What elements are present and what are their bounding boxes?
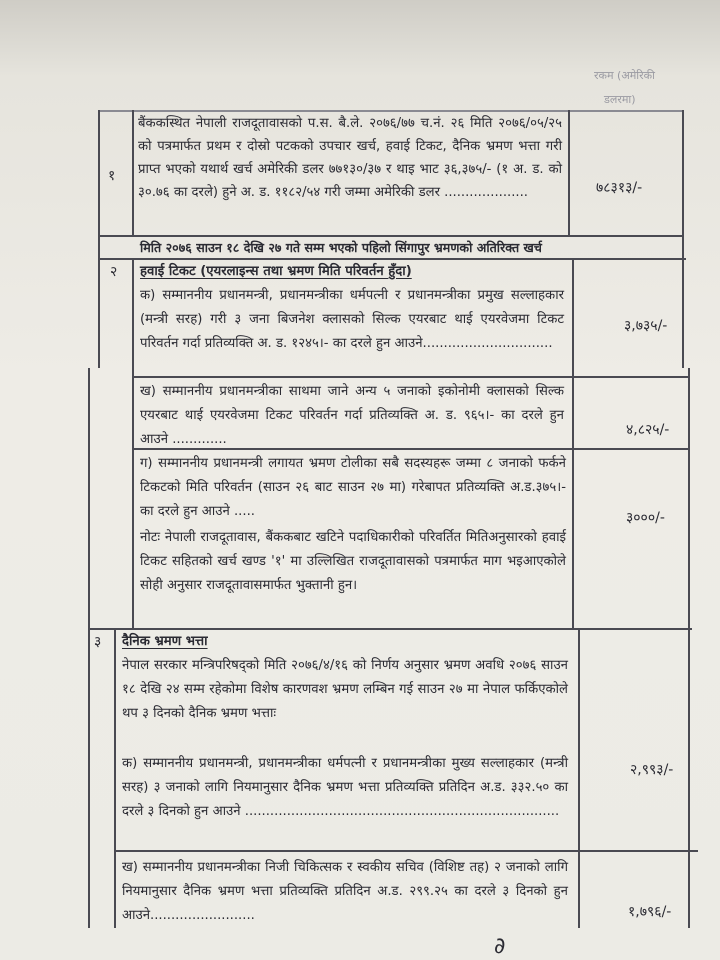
rule-amount-col-lower [578, 628, 580, 928]
rule-serial-col-lower [114, 628, 116, 928]
rule-after-2ka [132, 376, 688, 378]
row3-serial: ३ [94, 634, 102, 650]
row2-item-ga: ग) सम्माननीय प्रधानमन्त्री लगायत भ्रमण टोलीका सबै सदस्यहरू जम्मा ८ जनाको फर्कने टिकटको मिति परिवर्तन (साउन २६ बाट साउन २७ मा) गरेबापत प्रतिव्यक्ति अ.ड.३७५।- का दरले हुन आउने ..... [140, 456, 566, 519]
rule-left [98, 110, 100, 368]
row3-intro: नेपाल सरकार मन्त्रिपरिषद्को मिति २०७६/४/१६ को निर्णय अनुसार भ्रमण अवधि २०७६ साउन १८ देखि २४ सम्म रहेकोमा विशेष कारणवश भ्रमण लम्बिन गई साउन २७ मा नेपाल फर्किएकोले थप ३ दिनको दैनिक भ्रमण भत्ताः [122, 658, 568, 721]
row2-serial: २ [110, 264, 118, 280]
rule-left-lower [88, 368, 90, 928]
row2-item-ga-amount: ३०००/- [626, 510, 665, 526]
row3-item-kha: ख) सम्माननीय प्रधानमन्त्रीका निजी चिकित्सक र स्वकीय सचिव (विशिष्ट तह) २ जनाको लागि नियमानुसार दैनिक भ्रमण भत्ता प्रतिव्यक्ति प्रतिदिन अ.ड. २९९.२५ का दरले ३ दिनको हुन आउने......................... [122, 860, 568, 923]
rule-serial-col-upper [132, 110, 134, 235]
column-header-amount-line2: डलरमा) [604, 93, 636, 106]
rule-amount-col-middle [572, 258, 574, 628]
section-heading: मिति २०७६ साउन १८ देखि २७ गते सम्म भएको पहिलो सिंगापुर भ्रमणको अतिरिक्त खर्च [140, 240, 542, 255]
row3-title: दैनिक भ्रमण भत्ता [122, 634, 208, 649]
column-header-amount-line1: रकम (अमेरिकी [594, 69, 655, 82]
row1-amount: ७८३१३/- [596, 180, 643, 196]
row2-item-kha: ख) सम्माननीय प्रधानमन्त्रीका साथमा जाने अन्य ५ जनाको इकोनोमी क्लासको सिल्क एयरबाट थाई एयरवेजमा टिकट परिवर्तन गर्दा प्रतिव्यक्ति अ. ड. ९६५।- का दरले हुन आउने ............. [140, 384, 564, 447]
pen-mark: ∂ [494, 934, 506, 959]
rule-serial-col-middle [132, 258, 134, 628]
rule-before-3kha [114, 850, 698, 852]
rule-right-lower [688, 368, 690, 928]
row3-item-ka: क) सम्माननीय प्रधानमन्त्री, प्रधानमन्त्रीका धर्मपत्नी र प्रधानमन्त्रीका मुख्य सल्लाहकार (मन्त्री सरह) ३ जनाको लागि नियमानुसार दैनिक भ्रमण भत्ता प्रतिव्यक्ति प्रतिदिन अ.ड. ३३२.५० का दरले ३ दिनको हुन आउने ........................................................................... [122, 756, 568, 819]
row3-item-kha-amount: १,७९६/- [628, 904, 672, 920]
rule-amount-col-upper [568, 110, 570, 235]
row2-item-ka: क) सम्माननीय प्रधानमन्त्री, प्रधानमन्त्रीका धर्मपत्नी र प्रधानमन्त्रीका प्रमुख सल्लाहकार (मन्त्री सरह) गरी ३ जना बिजनेश क्लासको सिल्क एयरबाट थाई एयरवेजमा टिकट परिवर्तन गर्दा प्रतिव्यक्ति अ. ड. १२४५।- का दरले हुन आउने............................... [140, 288, 564, 351]
row1-description: बैंककस्थित नेपाली राजदूतावासको प.स. बै.ले. २०७६/७७ च.नं. २६ मिति २०७६/०५/२५ को पत्रमार्फत प्रथम र दोस्रो पटकको उपचार खर्च, हवाई टिकट, दैनिक भ्रमण भत्ता गरी प्राप्त भएको यथार्थ खर्च अमेरिकी डलर ७७१३०/३७ र थाइ भाट ३६,३७५/- (१ अ. ड. को ३०.७६ का दरले) हुने अ. ड. ११८२/५४ गरी जम्मा अमेरिकी डलर .................... [138, 116, 562, 200]
rule-right-upper [682, 110, 684, 368]
row3-item-ka-amount: २,९९३/- [630, 762, 674, 778]
row1-serial: १ [108, 168, 116, 184]
row2-item-kha-amount: ४,८२५/- [626, 422, 670, 438]
row2-item-ka-amount: ३,७३५/- [624, 318, 668, 334]
row2-note: नोटः नेपाली राजदूतावास, बैंककबाट खटिने पदाधिकारीको परिवर्तित मितिअनुसारको हवाई टिकट सहितको खर्च खण्ड '१' मा उल्लिखित राजदूतावासको पत्रमार्फत माग भइआएकोले सोही अनुसार राजदूतावासमार्फत भुक्तानी हुन। [140, 530, 566, 593]
row2-title: हवाई टिकट (एयरलाइन्स तथा भ्रमण मिति परिवर्तन हुँदा) [140, 264, 412, 279]
